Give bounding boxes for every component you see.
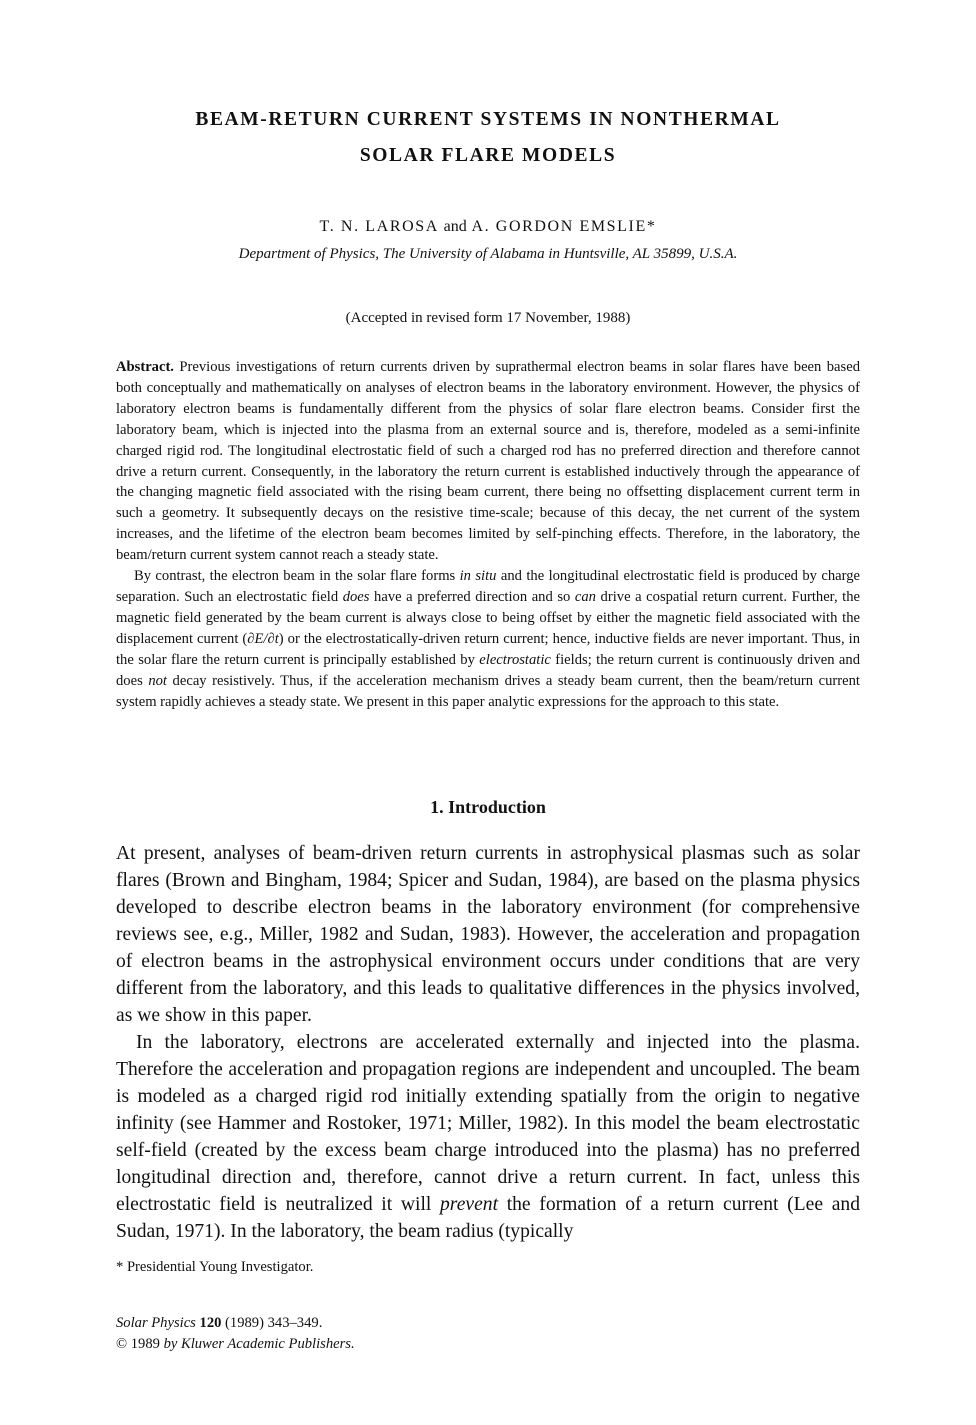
author-emslie: A. GORDON EMSLIE* — [471, 218, 657, 235]
journal-info — [116, 1313, 355, 1355]
affiliation: Department of Physics, The University of Alabama in Huntsville, AL 35899, U.S.A. — [238, 246, 738, 262]
author-conjunction: and — [443, 218, 467, 235]
accepted-date: (Accepted in revised form 17 November, 1988) — [345, 310, 631, 326]
paper-title-line-2: SOLAR FLARE MODELS — [359, 145, 617, 166]
abstract-text-2c: have a preferred direction and so — [369, 588, 575, 605]
paper-title-line-1: BEAM-RETURN CURRENT SYSTEMS IN NONTHERMAL — [195, 109, 781, 130]
abstract — [116, 357, 860, 712]
copyright-line — [116, 1334, 355, 1355]
abstract-text-2b: and the longitudinal electrostatic field is produced by charge separation. Such an electrostatic field — [116, 568, 860, 605]
journal-volume: 120 — [199, 1315, 222, 1331]
body-paragraph-1: At present, analyses of beam-driven return currents in astrophysical plasmas such as solar flares (Brown and Bingham, 1984; Spicer and Sudan, 1984), are based on the plasma physics developed to describe electron beams in the laboratory environment (for comprehensive reviews see, e.g., Miller, 1982 and Sudan, 1983). However, the acceleration and propagation of electron beams in the astrophysical environment occurs under conditions that are very different from the laboratory, and this leads to qualitative differences in the physics involved, as we show in this paper. — [116, 843, 860, 1026]
emph-can: can — [574, 588, 596, 605]
abstract-text-2a: By contrast, the electron beam in the solar flare forms — [134, 568, 460, 585]
body-text-2a: In the laboratory, electrons are accelerated externally and injected into the plasma. Therefore the acceleration and propagation regions are independent and uncoupled. The beam is modeled as a charged rigid rod initially extending spatially from the origin to negative infinity (see Hammer and Rostoker, 1971; Miller, 1982). In this model the beam electrostatic self-field (created by the excess beam charge introduced into the plasma) has no preferred longitudinal direction and, therefore, cannot drive a return current. In fact, unless this electrostatic field is neutralized it will — [116, 1032, 860, 1215]
author-line — [0, 218, 976, 236]
emph-in-situ: in situ — [459, 568, 497, 585]
abstract-text-2e: ) or the electrostatically-driven return current; hence, inductive fields are never important. Thus, in the solar flare the return current is principally established by — [116, 630, 860, 668]
journal-year-pages: (1989) 343–349. — [221, 1315, 323, 1331]
abstract-paragraph-1 — [116, 357, 860, 566]
citation-line — [116, 1313, 355, 1334]
abstract-text-2d: drive a cospatial return current. Further, the magnetic field generated by the beam current is always close to being offset by either the magnetic field associated with the displacement current ( — [116, 588, 861, 647]
math-dE-dt: ∂E/∂t — [247, 630, 279, 647]
abstract-text-2f: fields; the return current is continuously driven and does — [116, 651, 860, 689]
emph-not: not — [148, 672, 167, 689]
copyright-mark: © 1989 — [116, 1336, 164, 1352]
footnote: * Presidential Young Investigator. — [116, 1259, 314, 1275]
journal-name: Solar Physics — [116, 1315, 196, 1331]
body-text — [116, 840, 860, 1245]
publisher: by Kluwer Academic Publishers. — [163, 1336, 355, 1352]
section-heading-introduction: 1. Introduction — [430, 797, 546, 817]
abstract-label: Abstract. — [116, 359, 174, 375]
body-paragraph-2 — [116, 1029, 860, 1245]
abstract-text-1: Previous investigations of return currents driven by suprathermal electron beams in solar flares have been based both conceptually and mathematically on analyses of electron beams in the laboratory environment. However, the physics of laboratory electron beams is fundamentally different from the physics of solar flare electron beams. Consider first the laboratory beam, which is injected into the plasma from an external source and is, therefore, modeled as a semi-infinite charged rigid rod. The longitudinal electrostatic field of such a charged rod has no preferred direction and therefore cannot drive a return current. Consequently, in the laboratory the return current is established inductively through the appearance of the changing magnetic field associated with the rising beam current, there being no offsetting displacement current term in such a geometry. It subsequently decays on the resistive time-scale; because of this decay, the net current of the system increases, and the lifetime of the electron beam becomes limited by self-pinching effects. Therefore, in the laboratory, the beam/return current system cannot reach a steady state. — [116, 359, 860, 564]
emph-prevent: prevent — [440, 1194, 499, 1215]
emph-does: does — [342, 588, 370, 605]
body-text-2b: the formation of a return current (Lee and Sudan, 1971). In the laboratory, the beam radius (typically — [116, 1194, 860, 1242]
emph-electrostatic: electrostatic — [479, 651, 551, 668]
abstract-paragraph-2 — [116, 566, 860, 712]
abstract-text-2g: decay resistively. Thus, if the acceleration mechanism drives a steady beam current, then the beam/return current system rapidly achieves a steady state. We present in this paper analytic expressions for the approach to this state. — [116, 672, 860, 710]
author-larosa: T. N. LAROSA — [319, 218, 439, 235]
